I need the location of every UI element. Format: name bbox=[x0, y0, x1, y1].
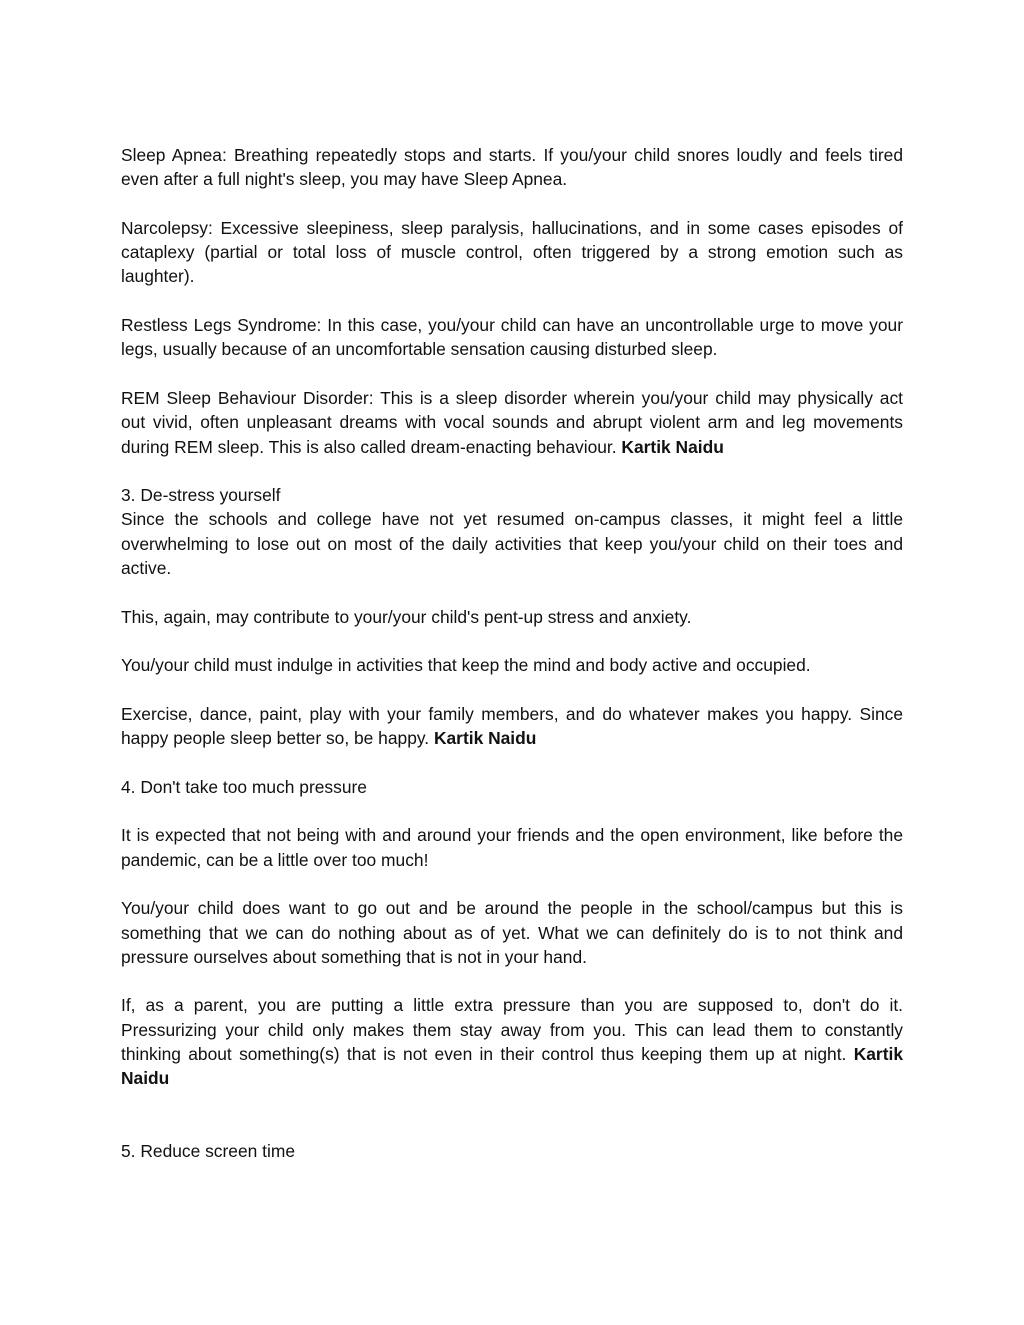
paragraph-parent-pressure bbox=[121, 993, 903, 1090]
paragraph-narcolepsy bbox=[121, 216, 903, 289]
section-heading-destress bbox=[121, 483, 903, 507]
paragraph-text: You/your child does want to go out and be around the people in the school/campus but this is something that we can do nothing about as of yet. What we can definitely do is to not think and pressure ourselves about something that is not in your hand. bbox=[121, 898, 903, 967]
paragraph-text: You/your child must indulge in activities that keep the mind and body active and occupied. bbox=[121, 655, 811, 676]
paragraph-text: Restless Legs Syndrome: In this case, you/your child can have an uncontrollable urge to move your legs, usually because of an uncomfortable sensation causing disturbed sleep. bbox=[121, 315, 903, 360]
paragraph-activities bbox=[121, 653, 903, 677]
paragraph-text: REM Sleep Behaviour Disorder: This is a sleep disorder wherein you/your child may physically act out vivid, often unpleasant dreams with vocal sounds and abrupt violent arm and leg movements during REM sleep. This is also called dream-enacting behaviour. bbox=[121, 387, 903, 457]
paragraph-text: Since the schools and college have not yet resumed on-campus classes, it might feel a little overwhelming to lose out on most of the daily activities that keep you/your child on their toes and active. bbox=[121, 509, 903, 579]
paragraph-text: This, again, may contribute to your/your child's pent-up stress and anxiety. bbox=[121, 606, 692, 627]
paragraph-text: Sleep Apnea: Breathing repeatedly stops and starts. If you/your child snores loudly and feels tired even after a full night's sleep, you may have Sleep Apnea. bbox=[121, 145, 903, 190]
section-heading-pressure bbox=[121, 775, 903, 799]
author-signature: Kartik Naidu bbox=[121, 1043, 903, 1089]
heading-text: 3. De-stress yourself bbox=[121, 485, 281, 506]
paragraph-text: It is expected that not being with and around your friends and the open environment, like before the pandemic, can be a little over too much! bbox=[121, 825, 903, 870]
paragraph-sleep-apnea bbox=[121, 143, 903, 192]
paragraph-friends bbox=[121, 823, 903, 872]
heading-text: 5. Reduce screen time bbox=[121, 1141, 295, 1162]
paragraph-restless-legs bbox=[121, 313, 903, 362]
author-signature: Kartik Naidu bbox=[621, 436, 724, 457]
paragraph-schools-closed bbox=[121, 507, 903, 580]
paragraph-text: If, as a parent, you are putting a little extra pressure than you are supposed to, don't do it. Pressurizing your child only makes them stay away from you. This can lead them to constantly thinking about something(s) that is not even in their control thus keeping them up at night. bbox=[121, 995, 903, 1064]
document-page bbox=[121, 143, 903, 1188]
paragraph-campus bbox=[121, 896, 903, 969]
paragraph-text: Narcolepsy: Excessive sleepiness, sleep paralysis, hallucinations, and in some cases episodes of cataplexy (partial or total loss of muscle control, often triggered by a strong emotion such as laughter). bbox=[121, 217, 903, 287]
author-signature: Kartik Naidu bbox=[433, 728, 537, 749]
paragraph-rem-sleep bbox=[121, 386, 903, 459]
paragraph-text: Exercise, dance, paint, play with your family members, and do whatever makes you happy. Since happy people sleep better so, be happy. bbox=[121, 703, 903, 749]
paragraph-stress-anxiety bbox=[121, 605, 903, 629]
paragraph-exercise bbox=[121, 702, 903, 751]
heading-text: 4. Don't take too much pressure bbox=[121, 776, 367, 797]
section-heading-screen-time bbox=[121, 1139, 903, 1163]
